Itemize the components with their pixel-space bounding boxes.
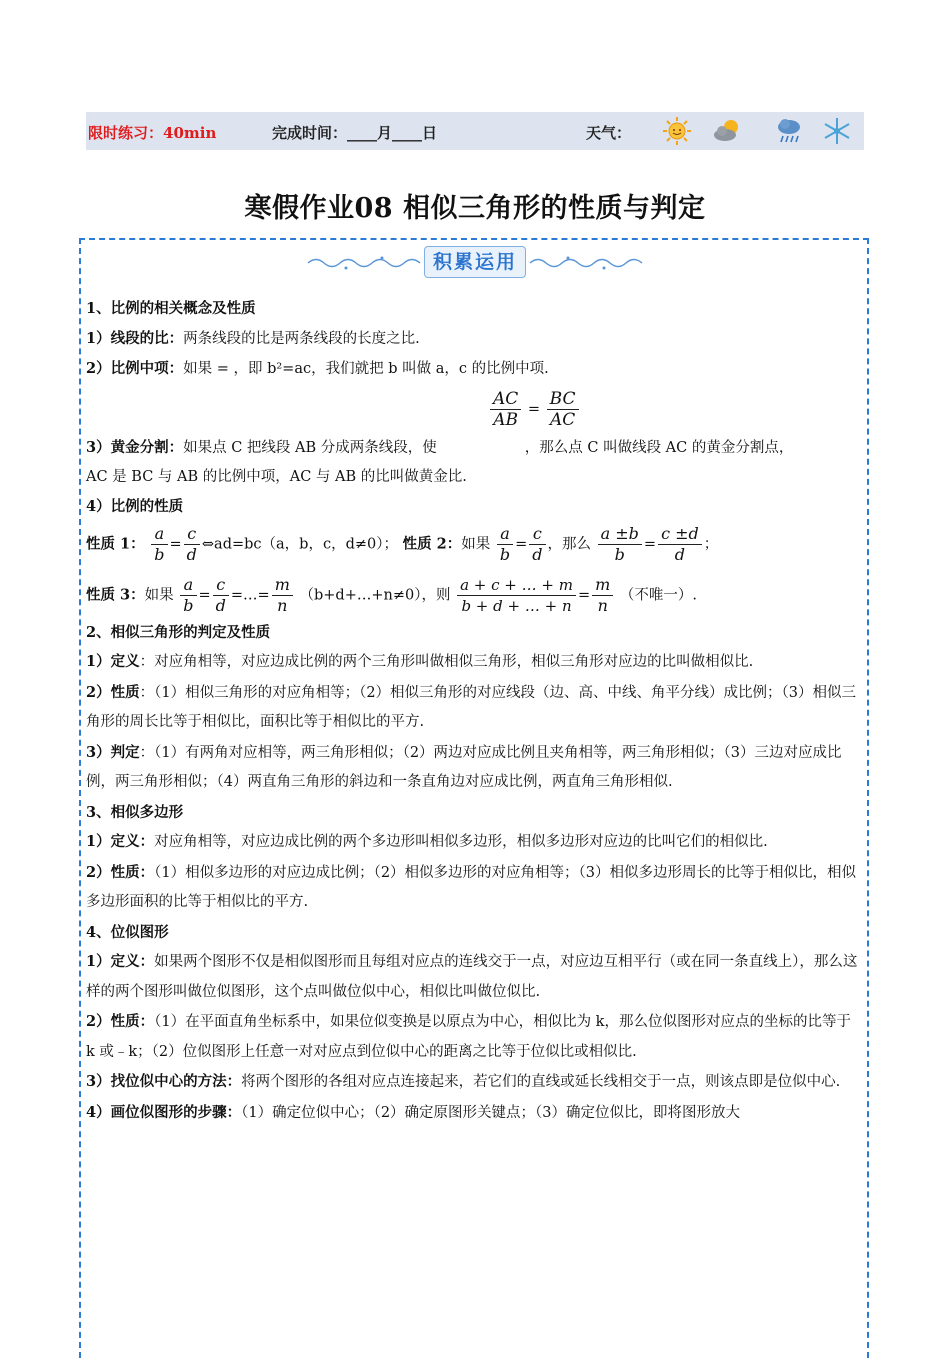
term-label: 1）线段的比： [86,329,184,347]
paragraph [86,354,864,385]
section-4-heading: 4、位似图形 [86,923,169,941]
paragraph [86,324,864,355]
property-text: ； [703,536,719,552]
golden-ratio-formula: $\frac{AC}{AB}$ = $\frac{BC}{AC}$ [86,389,864,433]
term-text: （1）相似多边形的对应边成比例；（2）相似多边形的对应角相等；（3）相似多边形周长的比等于相似比，相似多边形面积的比等于相似比的平方. [86,864,857,910]
term-text: 对应角相等，对应边成比例的两个多边形叫相似多边形，相似多边形对应边的比叫它们的相似比. [154,834,768,850]
paragraph [86,1067,864,1098]
property-text: 如果 [461,536,491,552]
property-text: （b+d+…+n≠0），则 [299,587,451,603]
section-2-heading: 2、相似三角形的判定及性质 [86,623,271,641]
term-text: 两条线段的比是两条线段的长度之比. [183,330,420,347]
term-label: 2）性质 [86,683,140,701]
banner-label: 积累运用 [432,251,517,273]
property-line-3: 性质 3：如果 $\frac{a}{b}$ = $\frac{c}{d}$ =…= $\frac{m}{n}$ （b+d+…+n≠0），则 $\frac{a + c + \dots + m}{b + d + \dots + n}$ = $\frac{m}{n}$ （不唯一）. [86,574,698,615]
property-text: =…= [230,587,270,603]
term-label: 3）黄金分割： [86,438,184,456]
snowflake-icon[interactable] [822,116,852,146]
term-label: 1）定义： [86,833,155,850]
term-label: 2）比例中项： [86,360,184,377]
paragraph [86,738,864,798]
paragraph: 4）比例的性质 [86,498,184,515]
paragraph [86,858,864,918]
term-text: 如果两个图形不仅是相似图形而且每组对应点的连线交于一点，对应边互相平行（或在同一条直线上），那么这样的两个图形叫做位似图形，这个点叫做位似中心，相似比叫做位似比. [86,954,858,1000]
term-label: 4）画位似图形的步骤： [86,1103,242,1121]
rain-icon[interactable] [774,116,804,146]
property-text: 如果 [144,587,174,603]
document-body [86,294,864,1128]
property-text: ⇔ad=bc（a，b，c，d≠0）； [201,536,398,552]
weather-label: 天气： [586,124,632,142]
paragraph [86,1098,864,1129]
paragraph [86,1007,864,1067]
property-label: 性质 2： [402,535,462,552]
paragraph [86,389,864,463]
term-label: 1）定义： [86,953,155,970]
completion-time-label: 完成时间：____月____日 [272,124,438,142]
paragraph [86,678,864,738]
wave-ornament-left [306,254,422,272]
property-line-1: 性质 1： $\frac{a}{b}$ = $\frac{c}{d}$ ⇔ad=bc（a，b，c，d≠0）； 性质 2：如果 $\frac{a}{b}$ = $\frac{c}{d}$ ，那么 $\frac{a \pm b}{b}$ = $\frac{c \pm d}{d}$ ； [86,523,719,564]
section-1-heading: 1、比例的相关概念及性质 [86,300,256,317]
term-label: 3）判定 [86,743,140,761]
property-text: ，那么 [547,536,592,552]
term-text: 将两个图形的各组对应点连接起来，若它们的直线或延长线相交于一点，则该点即是位似中心. [241,1074,841,1090]
section-3-heading: 3、相似多边形 [86,803,184,821]
property-label: 性质 3： [86,586,145,603]
term-text: （1）在平面直角坐标系中，如果位似变换是以原点为中心，相似比为 k，那么位似图形对应点的坐标的比等于 k 或﹣k；（2）位似图形上任意一对对应点到位似中心的距离之比等于位似比或相似比. [86,1014,851,1060]
term-label: 1）定义 [86,653,140,670]
sun-icon[interactable] [662,116,692,146]
section-banner [424,246,526,278]
header-bar [86,112,864,150]
term-label: 3）找位似中心的方法： [86,1073,242,1090]
paragraph [86,947,864,1007]
property-text: （不唯一）. [619,587,698,603]
property-label: 性质 1： [86,535,145,552]
time-limit-label: 限时练习：40min [88,124,217,142]
term-text: 如果 = ，即 b²=ac，我们就把 b 叫做 a，c 的比例中项. [183,361,549,377]
term-text: 如果点 C 把线段 AB 分成两条线段，使 [183,439,437,456]
paragraph [86,647,864,678]
partly-cloudy-icon[interactable] [712,116,742,146]
term-text: ：（1）有两角对应相等，两三角形相似；（2）两边对应成比例且夹角相等，两三角形相似；（3）三边对应成比例，两三角形相似；（4）两直角三角形的斜边和一条直角边对应成比例，两直角三角形相似. [86,744,842,790]
wave-ornament-right [528,254,644,272]
term-text: ：对应角相等，对应边成比例的两个三角形叫做相似三角形，相似三角形对应边的比叫做相似比. [139,654,754,670]
term-label: 2）性质： [86,863,155,881]
term-text: ：（1）相似三角形的对应角相等；（2）相似三角形的对应线段（边、高、中线、角平分线）成比例；（3）相似三角形的周长比等于相似比，面积比等于相似比的平方. [86,684,857,730]
page-title: 寒假作业08 相似三角形的性质与判定 [244,193,706,224]
paragraph: AC 是 BC 与 AB 的比例中项，AC 与 AB 的比叫做黄金比. [86,468,467,485]
term-text: ，那么点 C 叫做线段 AC 的黄金分割点， [524,439,794,456]
paragraph [86,827,864,858]
term-label: 2）性质： [86,1013,155,1030]
equals-sign: = [527,401,541,417]
term-text: （1）确定位似中心；（2）确定原图形关键点；（3）确定位似比，即将图形放大 [241,1104,741,1121]
